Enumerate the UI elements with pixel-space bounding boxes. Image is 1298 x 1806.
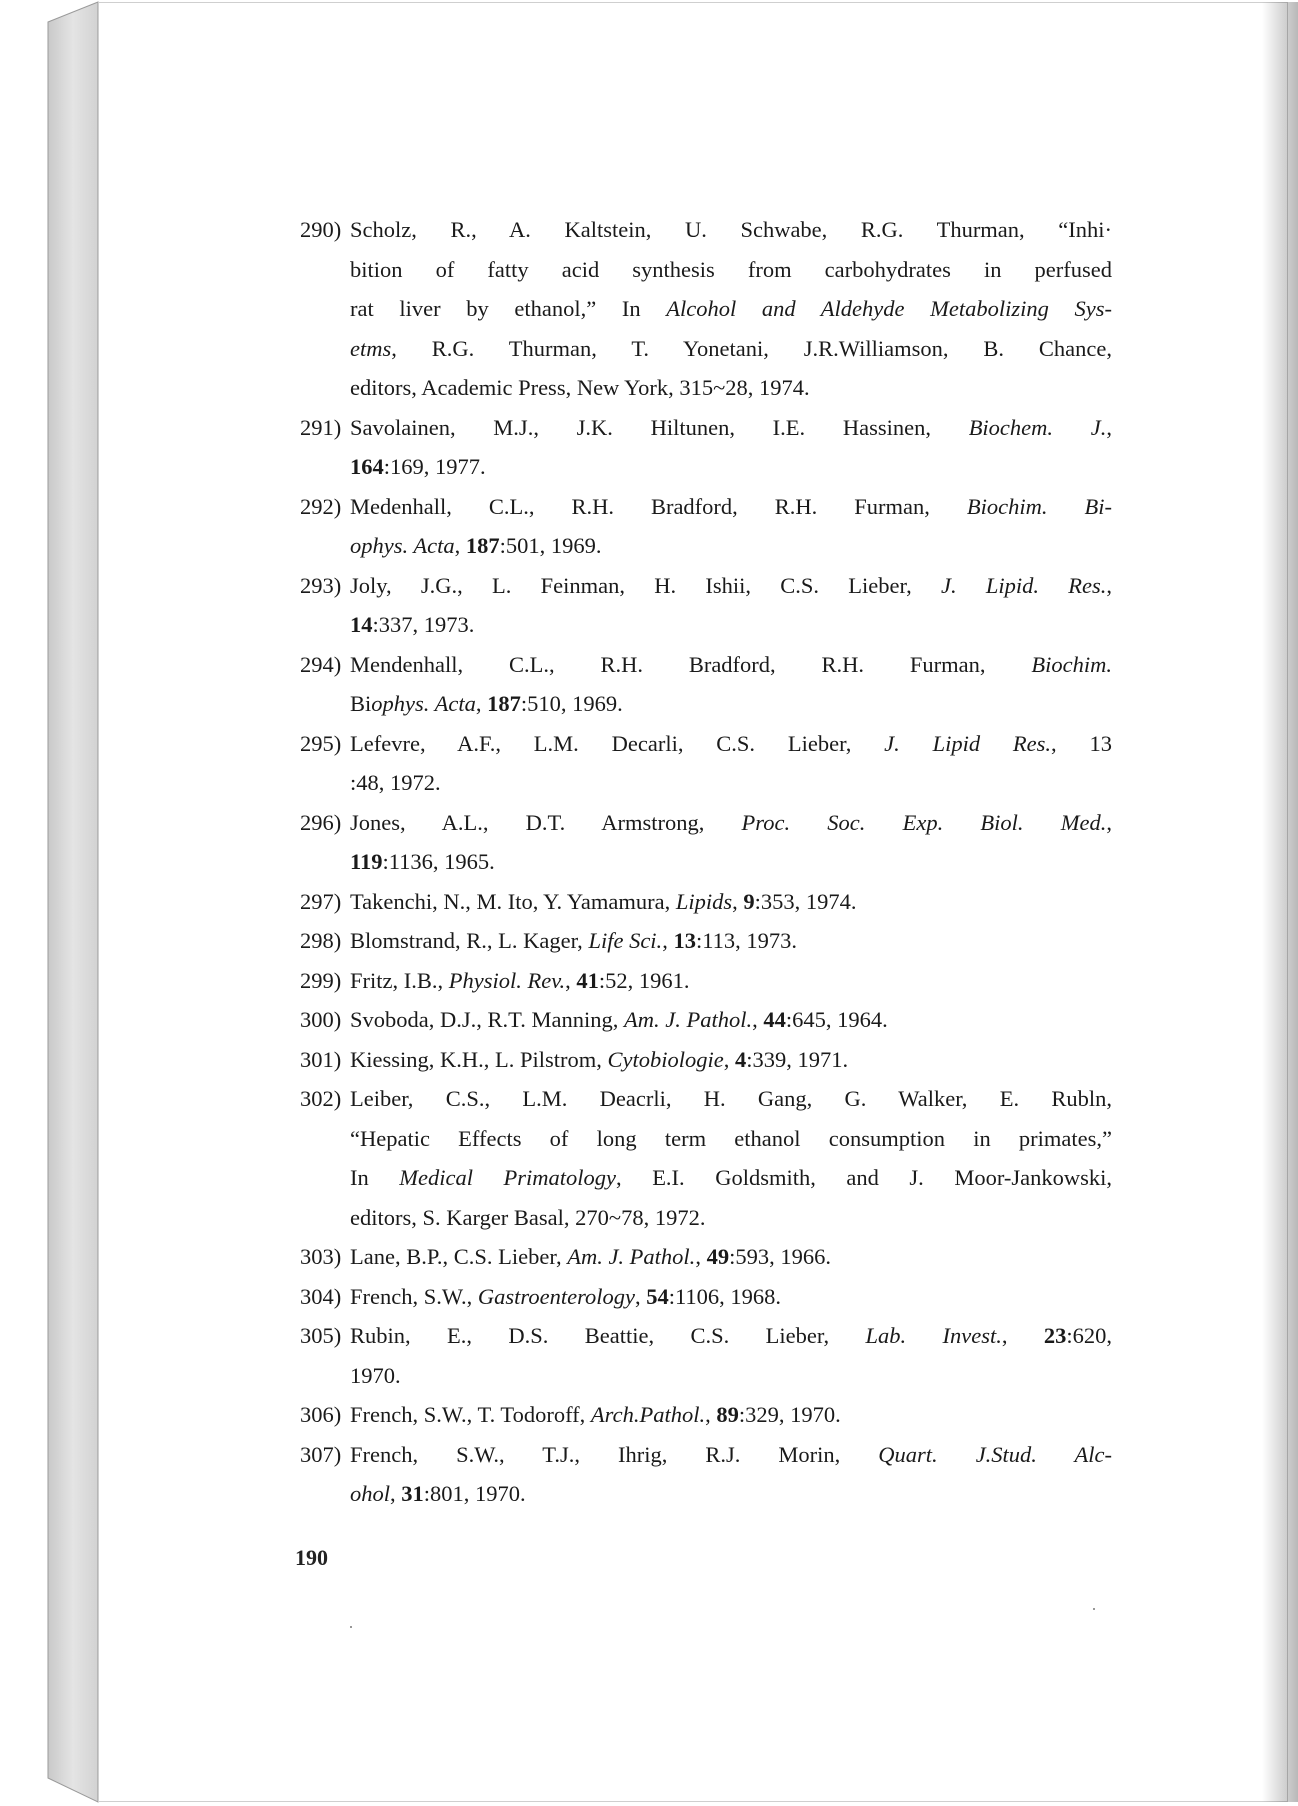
reference-line: 1970. bbox=[350, 1362, 401, 1388]
reference-line: French, S.W., T. Todoroff, Arch.Pathol., 89:329, 1970. bbox=[350, 1402, 841, 1427]
reference-line: :48, 1972. bbox=[350, 770, 441, 795]
reference-line: editors, Academic Press, New York, 315~28, 1974. bbox=[350, 375, 810, 400]
reference-number: 294) bbox=[300, 651, 342, 677]
reference-line: Rubin, E., D.S. Beattie, C.S. Lieber, Lab. Invest., 23:620, bbox=[350, 1323, 1112, 1348]
reference-line: Blomstrand, R., L. Kager, Life Sci., 13:113, 1973. bbox=[350, 928, 797, 953]
speck bbox=[350, 1626, 352, 1628]
reference-number: 297) bbox=[300, 888, 342, 914]
reference-line: Scholz, R., A. Kaltstein, U. Schwabe, R.G. Thurman, “Inhi· bbox=[350, 217, 1112, 242]
reference-line: bition of fatty acid synthesis from carbohydrates in perfused bbox=[350, 256, 1112, 282]
speck bbox=[1093, 1608, 1095, 1610]
reference-line: 14:337, 1973. bbox=[350, 612, 475, 637]
reference-line: Savolainen, M.J., J.K. Hiltunen, I.E. Hassinen, Biochem. J., bbox=[350, 414, 1112, 440]
reference-item bbox=[300, 1079, 1112, 1237]
reference-item bbox=[300, 803, 1112, 882]
reference-number: 306) bbox=[300, 1402, 342, 1427]
reference-item bbox=[300, 1395, 1112, 1435]
reference-line: Joly, J.G., L. Feinman, H. Ishii, C.S. Lieber, J. Lipid. Res., bbox=[350, 572, 1112, 598]
book-spine bbox=[0, 0, 100, 1806]
reference-item bbox=[300, 1237, 1112, 1277]
reference-number: 305) bbox=[300, 1323, 342, 1348]
reference-number: 302) bbox=[300, 1086, 342, 1111]
reference-number: 307) bbox=[300, 1441, 342, 1467]
reference-line: ohol, 31:801, 1970. bbox=[350, 1481, 526, 1506]
reference-item bbox=[300, 1435, 1112, 1514]
reference-line: Leiber, C.S., L.M. Deacrli, H. Gang, G. Walker, E. Rubln, bbox=[350, 1086, 1112, 1111]
page-number: 190 bbox=[295, 1545, 328, 1570]
reference-line: editors, S. Karger Basal, 270~78, 1972. bbox=[350, 1204, 706, 1230]
reference-number: 296) bbox=[300, 809, 342, 835]
reference-number: 299) bbox=[300, 967, 342, 993]
reference-number: 293) bbox=[300, 572, 342, 598]
reference-line: Svoboda, D.J., R.T. Manning, Am. J. Pathol., 44:645, 1964. bbox=[350, 1007, 888, 1032]
reference-list bbox=[300, 210, 1112, 1514]
reference-line: French, S.W., T.J., Ihrig, R.J. Morin, Quart. J.Stud. Alc- bbox=[350, 1441, 1113, 1467]
page-edge-shadow bbox=[1262, 2, 1298, 1802]
reference-line: rat liver by ethanol,” In Alcohol and Aldehyde Metabolizing Sys- bbox=[350, 296, 1112, 321]
reference-line: Medenhall, C.L., R.H. Bradford, R.H. Furman, Biochim. Bi- bbox=[350, 493, 1112, 519]
reference-line: Biophys. Acta, 187:510, 1969. bbox=[350, 691, 623, 716]
reference-line: French, S.W., Gastroenterology, 54:1106, 1968. bbox=[350, 1283, 782, 1309]
reference-item bbox=[300, 1000, 1112, 1040]
reference-line: 119:1136, 1965. bbox=[350, 849, 495, 874]
reference-line: ophys. Acta, 187:501, 1969. bbox=[350, 533, 602, 558]
reference-number: 304) bbox=[300, 1283, 342, 1309]
reference-item bbox=[300, 882, 1112, 922]
reference-item bbox=[300, 645, 1112, 724]
reference-item bbox=[300, 566, 1112, 645]
reference-line: Kiessing, K.H., L. Pilstrom, Cytobiologie, 4:339, 1971. bbox=[350, 1046, 849, 1072]
reference-line: In Medical Primatology, E.I. Goldsmith, and J. Moor-Jankowski, bbox=[350, 1165, 1112, 1190]
reference-line: “Hepatic Effects of long term ethanol consumption in primates,” bbox=[350, 1125, 1112, 1151]
reference-line: Fritz, I.B., Physiol. Rev., 41:52, 1961. bbox=[350, 967, 690, 993]
reference-number: 295) bbox=[300, 730, 342, 756]
reference-line: Lane, B.P., C.S. Lieber, Am. J. Pathol., 49:593, 1966. bbox=[350, 1244, 831, 1269]
reference-item bbox=[300, 487, 1112, 566]
reference-item bbox=[300, 408, 1112, 487]
reference-line: Jones, A.L., D.T. Armstrong, Proc. Soc. Exp. Biol. Med., bbox=[350, 809, 1112, 835]
reference-item bbox=[300, 1277, 1112, 1317]
reference-line: Takenchi, N., M. Ito, Y. Yamamura, Lipids, 9:353, 1974. bbox=[350, 888, 857, 914]
reference-item bbox=[300, 1040, 1112, 1080]
reference-line: Mendenhall, C.L., R.H. Bradford, R.H. Furman, Biochim. bbox=[350, 651, 1112, 677]
reference-number: 292) bbox=[300, 493, 342, 519]
reference-number: 290) bbox=[300, 217, 342, 242]
reference-number: 298) bbox=[300, 928, 342, 953]
reference-number: 303) bbox=[300, 1244, 342, 1269]
reference-line: Lefevre, A.F., L.M. Decarli, C.S. Lieber, J. Lipid Res., 13 bbox=[350, 730, 1112, 756]
reference-item bbox=[300, 724, 1112, 803]
reference-number: 301) bbox=[300, 1046, 342, 1072]
reference-item bbox=[300, 1316, 1112, 1395]
reference-item bbox=[300, 921, 1112, 961]
reference-item bbox=[300, 961, 1112, 1001]
reference-number: 300) bbox=[300, 1007, 342, 1032]
reference-line: etms, R.G. Thurman, T. Yonetani, J.R.Williamson, B. Chance, bbox=[350, 335, 1112, 361]
reference-number: 291) bbox=[300, 414, 342, 440]
reference-item bbox=[300, 210, 1112, 408]
reference-line: 164:169, 1977. bbox=[350, 454, 486, 479]
